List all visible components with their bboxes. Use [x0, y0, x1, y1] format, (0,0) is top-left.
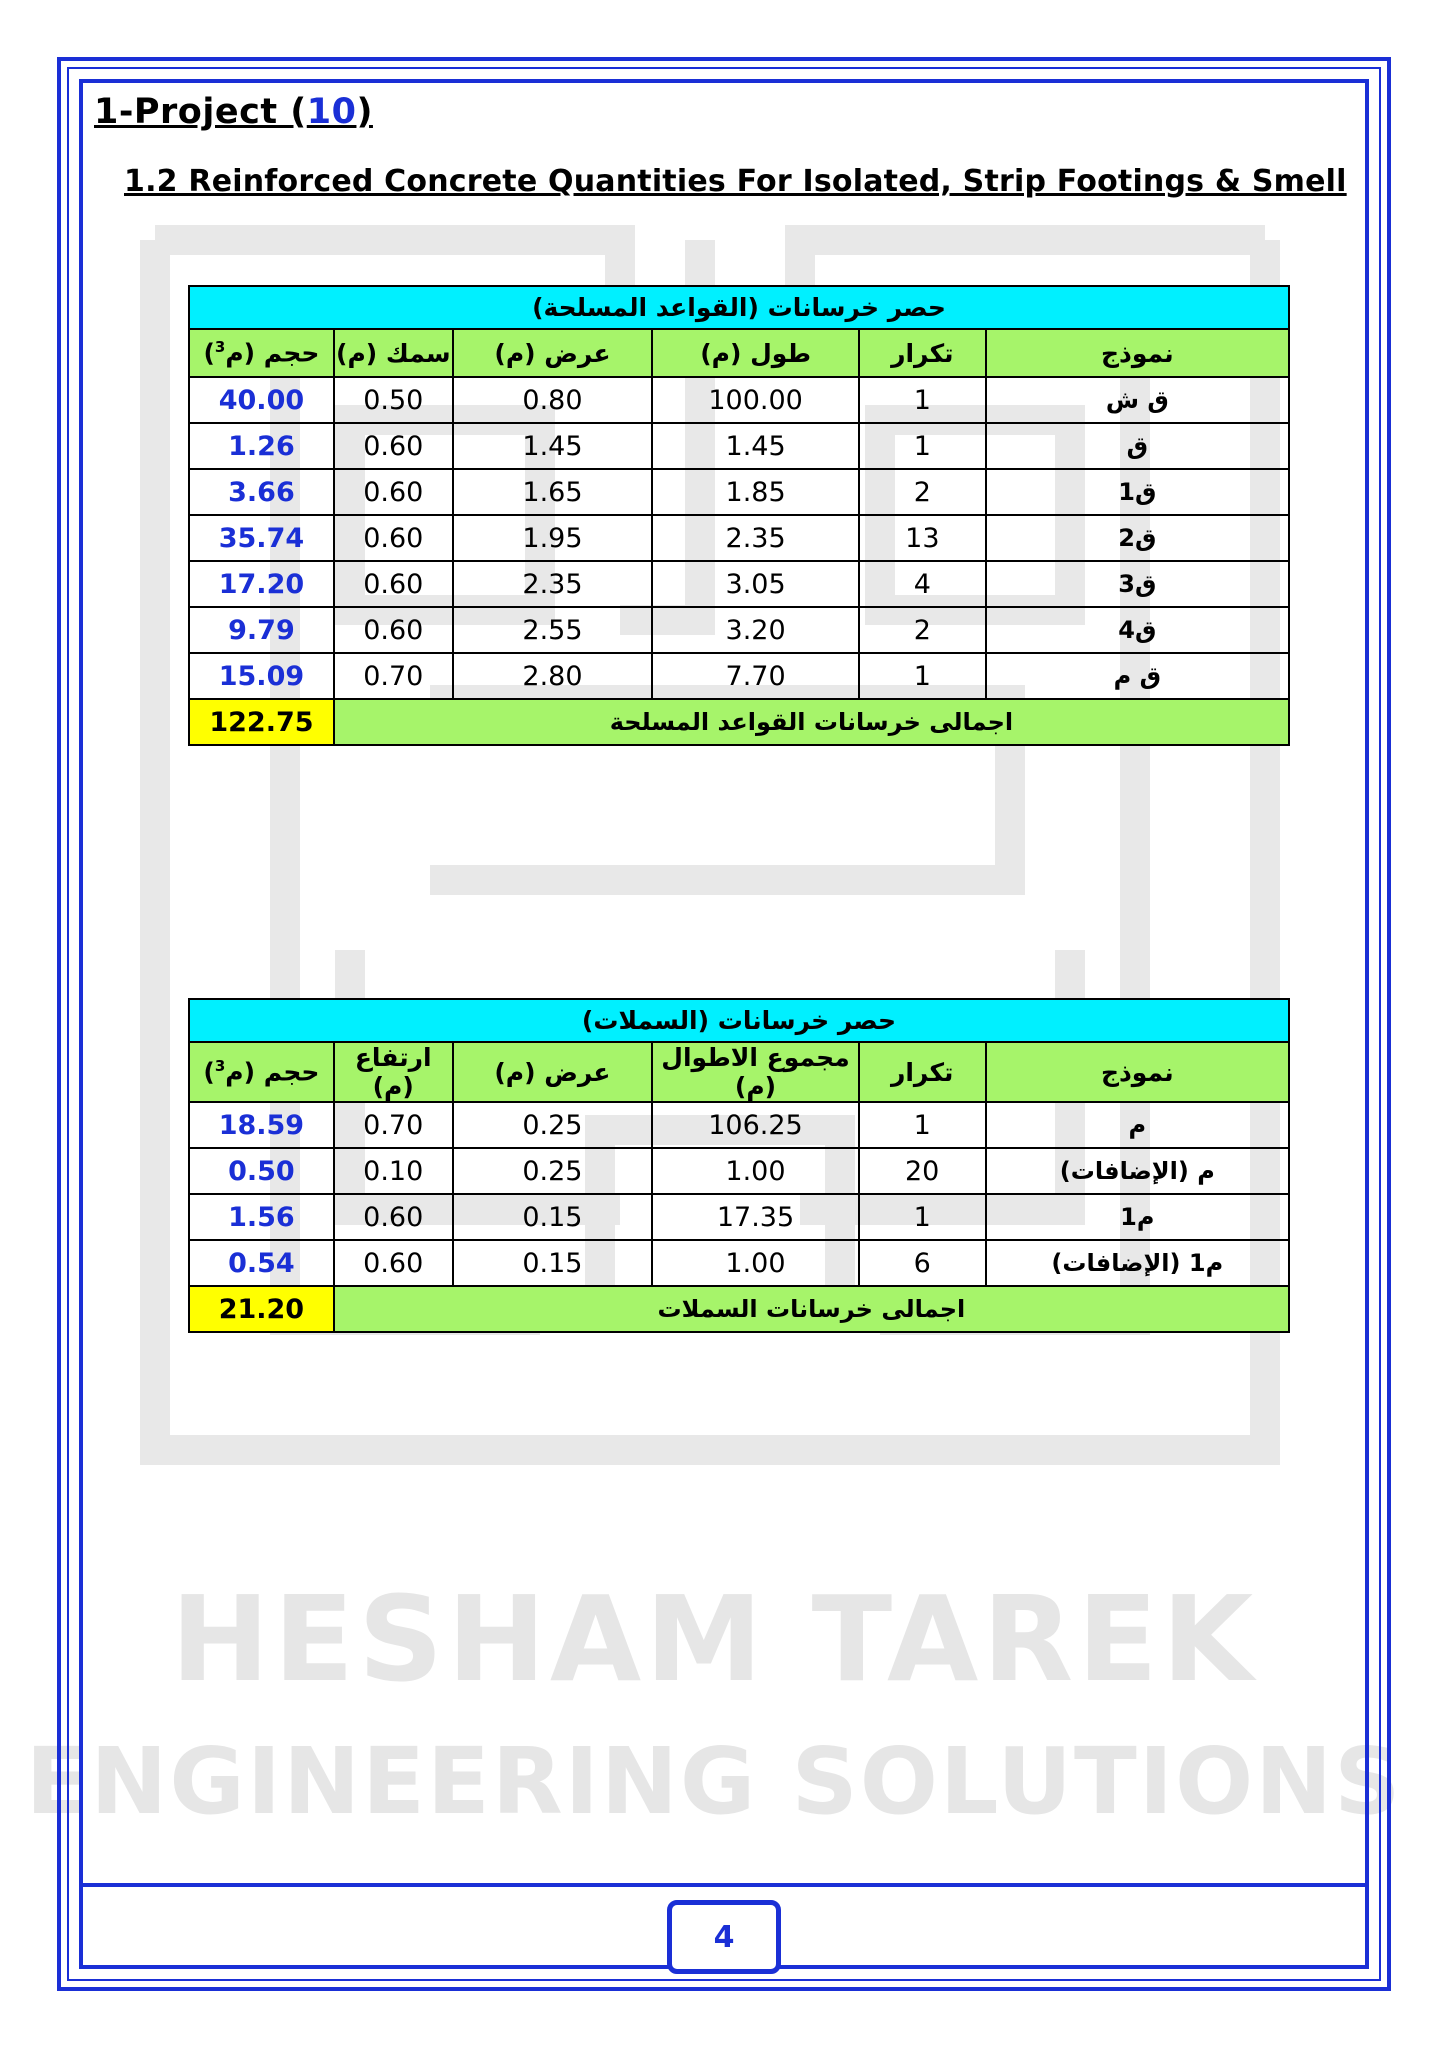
project-number: 10 [306, 92, 357, 132]
total-length-cell: 1.00 [652, 1240, 859, 1286]
table-header-row [189, 329, 1289, 377]
repeat-cell: 4 [859, 561, 986, 607]
table-row [189, 1240, 1289, 1286]
thickness-cell: 0.60 [334, 423, 453, 469]
total-row [189, 699, 1289, 745]
model-cell: م (الإضافات) [986, 1148, 1289, 1194]
width-cell: 2.55 [453, 607, 653, 653]
total-value: 122.75 [189, 699, 334, 745]
length-cell: 2.35 [652, 515, 859, 561]
height-cell: 0.60 [334, 1194, 453, 1240]
column-header: حجم (م$^3$) [189, 329, 334, 377]
length-cell: 1.45 [652, 423, 859, 469]
width-cell: 0.15 [453, 1240, 653, 1286]
volume-cell: 18.59 [189, 1102, 334, 1148]
length-cell: 3.05 [652, 561, 859, 607]
column-header: عرض (م) [453, 329, 653, 377]
thickness-cell: 0.70 [334, 653, 453, 699]
model-cell: ق3 [986, 561, 1289, 607]
total-row [189, 1286, 1289, 1332]
length-cell: 7.70 [652, 653, 859, 699]
column-header: تكرار [859, 329, 986, 377]
width-cell: 2.35 [453, 561, 653, 607]
thickness-cell: 0.60 [334, 607, 453, 653]
table-row [189, 469, 1289, 515]
page-title-close: ) [356, 92, 373, 132]
column-header: مجموع الاطوال (م) [652, 1042, 859, 1102]
volume-cell: 1.56 [189, 1194, 334, 1240]
column-header: ارتفاع (م) [334, 1042, 453, 1102]
model-cell: ق [986, 423, 1289, 469]
model-cell: م1 (الإضافات) [986, 1240, 1289, 1286]
model-cell: ق2 [986, 515, 1289, 561]
repeat-cell: 1 [859, 1194, 986, 1240]
repeat-cell: 1 [859, 653, 986, 699]
table-header-row [189, 1042, 1289, 1102]
table-title-row [189, 286, 1289, 329]
thickness-cell: 0.60 [334, 469, 453, 515]
table-row [189, 653, 1289, 699]
volume-cell: 0.50 [189, 1148, 334, 1194]
model-cell: ق4 [986, 607, 1289, 653]
column-header: عرض (م) [453, 1042, 653, 1102]
footings-table-title: حصر خرسانات (القواعد المسلحة) [189, 286, 1289, 329]
length-cell: 1.85 [652, 469, 859, 515]
repeat-cell: 1 [859, 377, 986, 423]
volume-cell: 15.09 [189, 653, 334, 699]
width-cell: 0.15 [453, 1194, 653, 1240]
length-cell: 100.00 [652, 377, 859, 423]
thickness-cell: 0.60 [334, 515, 453, 561]
repeat-cell: 2 [859, 607, 986, 653]
column-header: تكرار [859, 1042, 986, 1102]
volume-cell: 3.66 [189, 469, 334, 515]
model-cell: م1 [986, 1194, 1289, 1240]
table-title-row [189, 999, 1289, 1042]
height-cell: 0.70 [334, 1102, 453, 1148]
page-title [94, 92, 373, 132]
column-header: طول (م) [652, 329, 859, 377]
height-cell: 0.10 [334, 1148, 453, 1194]
repeat-cell: 2 [859, 469, 986, 515]
width-cell: 0.25 [453, 1148, 653, 1194]
section-subtitle: 1.2 Reinforced Concrete Quantities For Isolated, Strip Footings & Smell [124, 164, 1347, 199]
table-row [189, 377, 1289, 423]
volume-cell: 9.79 [189, 607, 334, 653]
repeat-cell: 1 [859, 1102, 986, 1148]
page-title-text: 1-Project ( [94, 92, 307, 132]
table-row [189, 423, 1289, 469]
table-row [189, 607, 1289, 653]
column-header: حجم (م$^3$) [189, 1042, 334, 1102]
volume-cell: 0.54 [189, 1240, 334, 1286]
table-row [189, 1102, 1289, 1148]
total-label: اجمالى خرسانات السملات [334, 1286, 1289, 1332]
total-length-cell: 1.00 [652, 1148, 859, 1194]
volume-cell: 17.20 [189, 561, 334, 607]
total-label: اجمالى خرسانات القواعد المسلحة [334, 699, 1289, 745]
height-cell: 0.60 [334, 1240, 453, 1286]
table-row [189, 561, 1289, 607]
thickness-cell: 0.50 [334, 377, 453, 423]
model-cell: ق م [986, 653, 1289, 699]
width-cell: 2.80 [453, 653, 653, 699]
width-cell: 0.80 [453, 377, 653, 423]
total-length-cell: 17.35 [652, 1194, 859, 1240]
total-length-cell: 106.25 [652, 1102, 859, 1148]
width-cell: 0.25 [453, 1102, 653, 1148]
table-row [189, 515, 1289, 561]
length-cell: 3.20 [652, 607, 859, 653]
volume-cell: 40.00 [189, 377, 334, 423]
model-cell: م [986, 1102, 1289, 1148]
watermark-text-line1: HESHAM TAREK [170, 1570, 1258, 1708]
column-header: نموذج [986, 329, 1289, 377]
repeat-cell: 13 [859, 515, 986, 561]
repeat-cell: 1 [859, 423, 986, 469]
column-header: نموذج [986, 1042, 1289, 1102]
tiebeams-table-title: حصر خرسانات (السملات) [189, 999, 1289, 1042]
thickness-cell: 0.60 [334, 561, 453, 607]
footings-table [188, 285, 1290, 746]
table-row [189, 1194, 1289, 1240]
tiebeams-table [188, 998, 1290, 1333]
table-row [189, 1148, 1289, 1194]
model-cell: ق ش [986, 377, 1289, 423]
volume-cell: 35.74 [189, 515, 334, 561]
repeat-cell: 20 [859, 1148, 986, 1194]
width-cell: 1.65 [453, 469, 653, 515]
width-cell: 1.45 [453, 423, 653, 469]
footer-divider [79, 1883, 1369, 1887]
page-number: 4 [667, 1900, 781, 1974]
repeat-cell: 6 [859, 1240, 986, 1286]
column-header: سمك (م) [334, 329, 453, 377]
width-cell: 1.95 [453, 515, 653, 561]
volume-cell: 1.26 [189, 423, 334, 469]
model-cell: ق1 [986, 469, 1289, 515]
watermark-text-line2: ENGINEERING SOLUTIONS [25, 1728, 1403, 1835]
total-value: 21.20 [189, 1286, 334, 1332]
